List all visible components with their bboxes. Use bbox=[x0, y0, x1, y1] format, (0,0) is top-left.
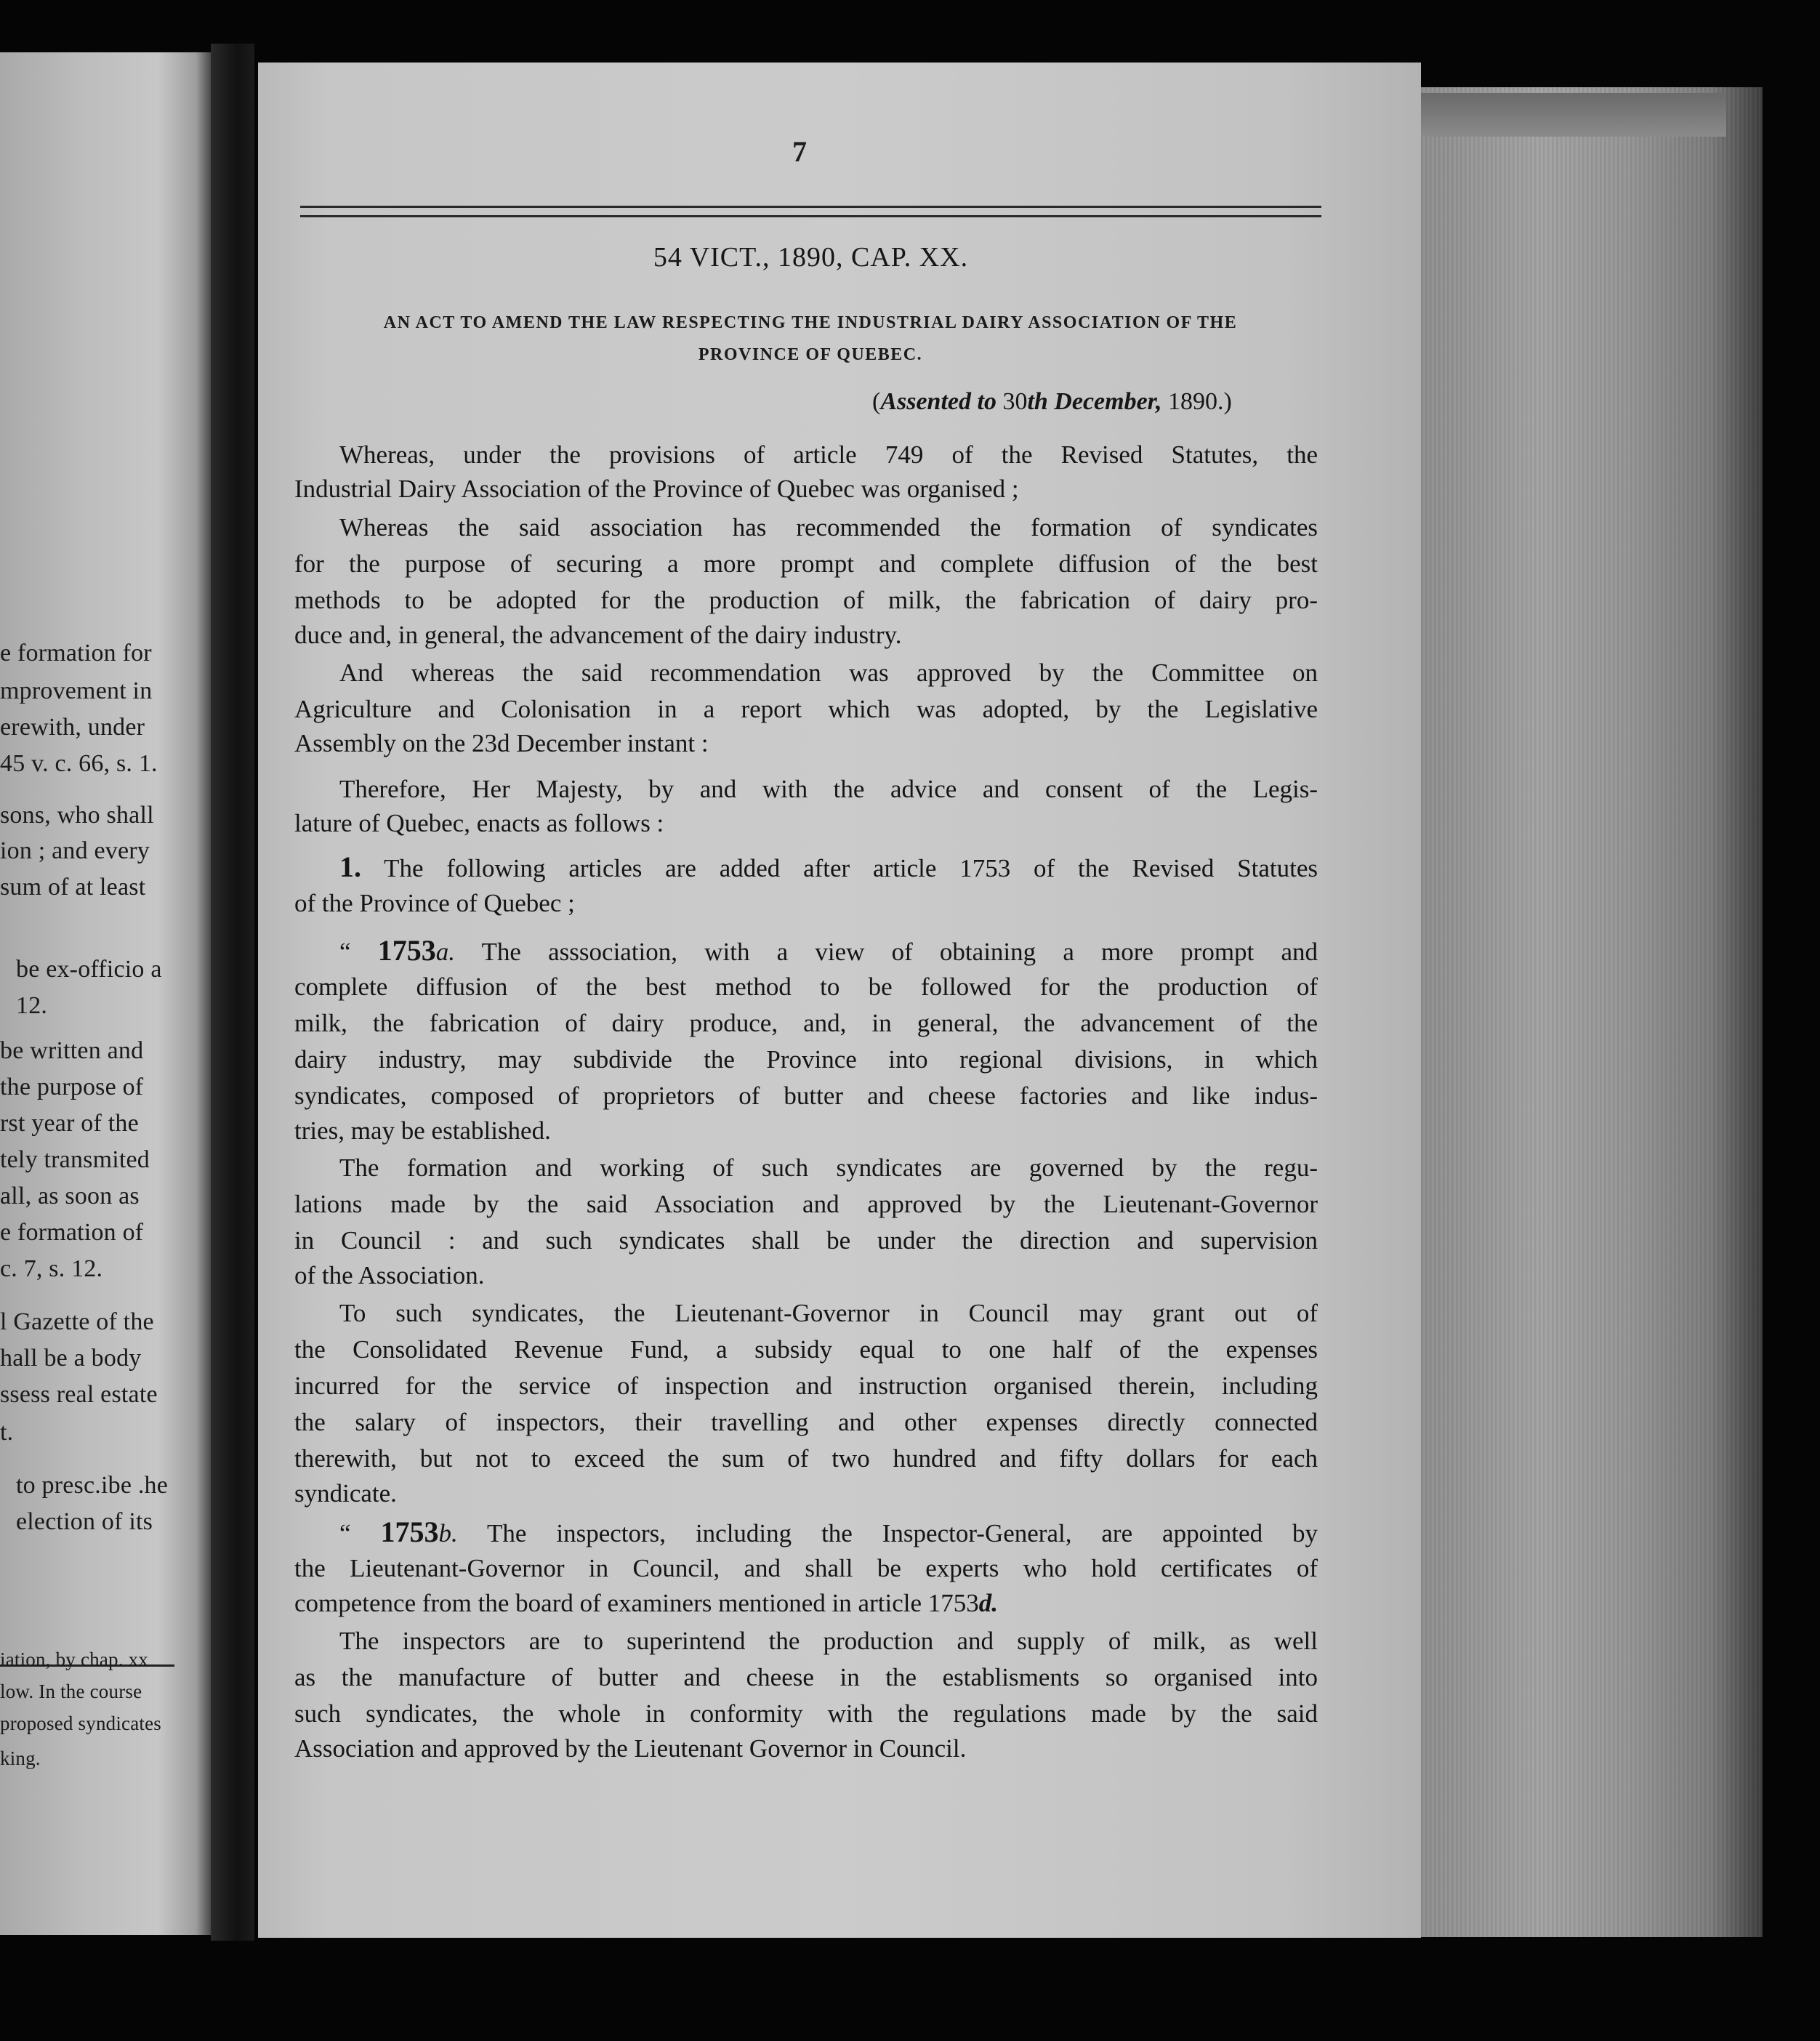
article-1753a-text: The asssociation, with a view of obtaining a more prompt and bbox=[454, 938, 1318, 966]
previous-page-line: sum of at least bbox=[0, 874, 146, 901]
article-quote: “ bbox=[339, 1519, 381, 1547]
previous-page-line: be ex-officio a bbox=[16, 956, 162, 983]
assent-date bbox=[872, 388, 1232, 416]
body-line: To such syndicates, the Lieutenant-Governor in Council may grant out of bbox=[339, 1299, 1318, 1327]
body-line: dairy industry, may subdivide the Province into regional divisions, in which bbox=[294, 1045, 1318, 1074]
body-line: And whereas the said recommendation was approved by the Committee on bbox=[339, 659, 1318, 687]
assent-open: ( bbox=[872, 388, 881, 415]
body-line: The formation and working of such syndicates are governed by the regu- bbox=[339, 1154, 1318, 1182]
previous-page-line: all, as soon as bbox=[0, 1183, 140, 1209]
previous-page-line: erewith, under bbox=[0, 714, 145, 741]
body-line: Whereas, under the provisions of article 749 of the Revised Statutes, the bbox=[339, 440, 1318, 469]
previous-page-line: to presc.ibe .he bbox=[16, 1472, 169, 1499]
body-line-text: competence from the board of examiners mentioned in article 1753 bbox=[294, 1589, 979, 1617]
body-line: of the Province of Quebec ; bbox=[294, 889, 575, 917]
article-number: 1753 bbox=[377, 934, 436, 967]
previous-page-footnote-line: king. bbox=[0, 1747, 41, 1769]
previous-page-line: e formation for bbox=[0, 640, 152, 667]
assent-day: 30 bbox=[1002, 388, 1028, 415]
previous-page-line: l Gazette of the bbox=[0, 1308, 154, 1335]
body-line: complete diffusion of the best method to be followed for the production of bbox=[294, 973, 1318, 1001]
body-line: Assembly on the 23d December instant : bbox=[294, 729, 709, 757]
body-line: lature of Quebec, enacts as follows : bbox=[294, 809, 664, 837]
section-1-text: The following articles are added after article 1753 of the Revised Statutes bbox=[361, 854, 1318, 882]
body-line: syndicates, composed of proprietors of butter and cheese factories and like indus- bbox=[294, 1082, 1318, 1110]
body-line: Industrial Dairy Association of the Province of Quebec was organised ; bbox=[294, 475, 1019, 503]
body-line bbox=[294, 1587, 1318, 1620]
body-line: duce and, in general, the advancement of the dairy industry. bbox=[294, 621, 902, 649]
article-1753b-text: The inspectors, including the Inspector-General, are appointed by bbox=[457, 1519, 1318, 1547]
book-fore-edge-top bbox=[1421, 93, 1726, 137]
previous-page-line: mprovement in bbox=[0, 677, 153, 704]
previous-page-line: the purpose of bbox=[0, 1074, 144, 1100]
previous-page-line: be written and bbox=[0, 1037, 144, 1064]
article-number: 1753 bbox=[380, 1515, 439, 1548]
article-quote: “ bbox=[339, 938, 378, 966]
act-title-line-2: PROVINCE OF QUEBEC. bbox=[698, 345, 923, 364]
previous-page-line: 45 v. c. 66, s. 1. bbox=[0, 750, 158, 777]
body-line: methods to be adopted for the production of milk, the fabrication of dairy pro- bbox=[294, 586, 1318, 614]
body-line: the Consolidated Revenue Fund, a subsidy equal to one half of the expenses bbox=[294, 1335, 1318, 1364]
previous-page-footnote-line: iation, by chap. xx bbox=[0, 1648, 149, 1670]
body-line: The inspectors are to superintend the production and supply of milk, as well bbox=[339, 1627, 1318, 1655]
section-number: 1. bbox=[339, 850, 361, 883]
body-line: of the Association. bbox=[294, 1261, 485, 1289]
body-line: Whereas the said association has recommended the formation of syndicates bbox=[339, 513, 1318, 542]
body-line: milk, the fabrication of dairy produce, and, in general, the advancement of the bbox=[294, 1009, 1318, 1037]
book-fore-edge bbox=[1421, 87, 1763, 1937]
assent-italic-1: Assented to bbox=[880, 388, 1003, 415]
body-line: the salary of inspectors, their travelling and other expenses directly connected bbox=[294, 1408, 1318, 1436]
previous-page-line: t. bbox=[0, 1419, 14, 1446]
body-line: in Council : and such syndicates shall be under the direction and supervision bbox=[294, 1226, 1318, 1255]
previous-page-line: e formation of bbox=[0, 1219, 144, 1246]
body-line: the Lieutenant-Governor in Council, and shall be experts who hold certificates of bbox=[294, 1554, 1318, 1582]
body-line: syndicate. bbox=[294, 1479, 397, 1507]
header-rule bbox=[300, 206, 1321, 217]
body-line: incurred for the service of inspection and instruction organised therein, including bbox=[294, 1372, 1318, 1400]
previous-page-line: tely transmited bbox=[0, 1146, 150, 1173]
previous-page-line: sons, who shall bbox=[0, 802, 154, 829]
act-title bbox=[294, 307, 1326, 371]
body-line: Association and approved by the Lieutenant Governor in Council. bbox=[294, 1734, 967, 1763]
previous-page-line: c. 7, s. 12. bbox=[0, 1255, 103, 1282]
previous-page-footnote-line: proposed syndicates bbox=[0, 1712, 162, 1734]
previous-page-line: 12. bbox=[16, 992, 48, 1019]
previous-page bbox=[0, 52, 211, 1935]
body-line: for the purpose of securing a more prompt and complete diffusion of the best bbox=[294, 550, 1318, 578]
body-line: lations made by the said Association and approved by the Lieutenant-Governor bbox=[294, 1190, 1318, 1218]
body-line: tries, may be established. bbox=[294, 1116, 551, 1145]
previous-page-footnote-line: low. In the course bbox=[0, 1680, 142, 1702]
book-gutter bbox=[211, 44, 254, 1941]
chapter-heading: 54 VICT., 1890, CAP. XX. bbox=[653, 242, 969, 273]
body-line: such syndicates, the whole in conformity with the regulations made by the said bbox=[294, 1699, 1318, 1728]
article-ref-suffix: d. bbox=[978, 1589, 998, 1617]
page-number: 7 bbox=[792, 135, 807, 168]
body-line: Agriculture and Colonisation in a report which was adopted, by the Legislative bbox=[294, 695, 1318, 723]
previous-page-line: ion ; and every bbox=[0, 837, 150, 864]
act-title-line-1: AN ACT TO AMEND THE LAW RESPECTING THE INDUSTRIAL DAIRY ASSOCIATION OF THE bbox=[383, 313, 1238, 332]
body-line: Therefore, Her Majesty, by and with the advice and consent of the Legis- bbox=[339, 775, 1318, 803]
body-line: therewith, but not to exceed the sum of two hundred and fifty dollars for each bbox=[294, 1444, 1318, 1473]
previous-page-line: ssess real estate bbox=[0, 1381, 158, 1408]
body-line: as the manufacture of butter and cheese in the establisments so organised into bbox=[294, 1663, 1318, 1691]
article-suffix: a. bbox=[435, 938, 455, 966]
article-1753b-line bbox=[294, 1515, 1318, 1549]
article-suffix: b. bbox=[438, 1519, 458, 1547]
section-1-line bbox=[294, 850, 1318, 884]
previous-page-line: rst year of the bbox=[0, 1110, 139, 1137]
article-1753a-line bbox=[294, 934, 1318, 967]
assent-italic-2: th December, bbox=[1027, 388, 1162, 415]
assent-year: 1890.) bbox=[1161, 388, 1232, 415]
previous-page-line: hall be a body bbox=[0, 1345, 142, 1372]
previous-page-line: election of its bbox=[16, 1508, 153, 1535]
